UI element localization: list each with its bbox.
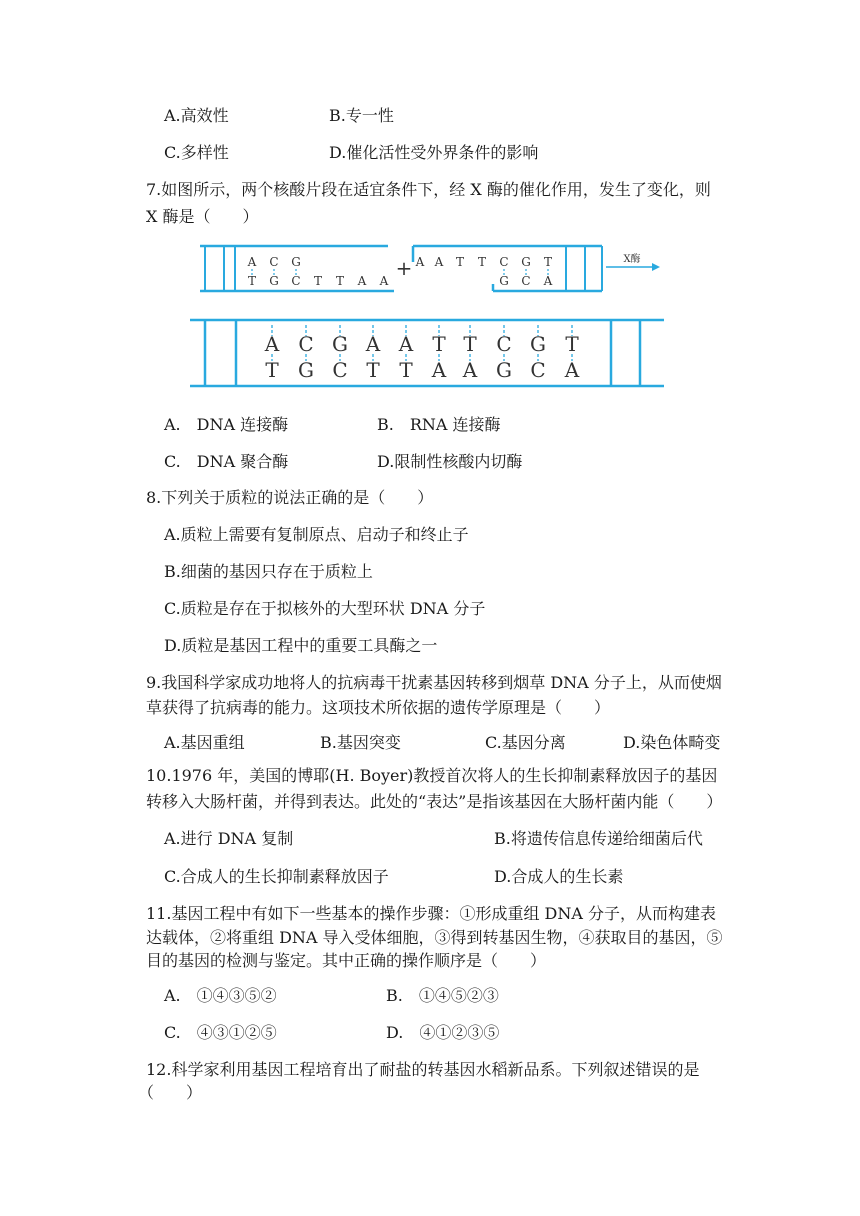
fragment2-top-base: G xyxy=(521,255,531,269)
fragment2-top-base: A xyxy=(415,255,425,269)
q8-option-d: D.质粒是基因工程中的重要工具酶之一 xyxy=(164,636,438,655)
q11-option-d: D. ④①②③⑤ xyxy=(386,1023,500,1042)
dna-ligation-figure xyxy=(0,0,860,420)
product-top-base: A xyxy=(264,332,280,356)
product-bottom-base: G xyxy=(496,358,512,382)
q8-option-b: B.细菌的基因只存在于质粒上 xyxy=(164,562,373,581)
product-bottom-base: T xyxy=(265,358,279,382)
plus-sign: + xyxy=(395,256,413,280)
q7-stem-line1: 7.如图所示，两个核酸片段在适宜条件下，经 X 酶的催化作用，发生了变化，则 xyxy=(146,180,711,199)
product-top-base: A xyxy=(398,332,414,356)
q6-option-a: A.高效性 xyxy=(164,106,229,125)
product-bottom-base: T xyxy=(366,358,380,382)
fragment1-bottom-base: A xyxy=(357,274,367,288)
fragment2-top-base: T xyxy=(543,255,553,269)
q7-option-b: B. RNA 连接酶 xyxy=(377,415,501,434)
q11-stem-line1: 11.基因工程中有如下一些基本的操作步骤：①形成重组 DNA 分子，从而构建表 xyxy=(146,904,717,923)
product-top-base: G xyxy=(332,332,348,356)
q10-stem-line1: 10.1976 年，美国的博耶(H. Boyer)教授首次将人的生长抑制素释放因子的基因 xyxy=(146,766,718,785)
q11-stem-line3: 目的基因的检测与鉴定。其中正确的操作顺序是（ ） xyxy=(146,951,547,970)
fragment1-bottom-base: C xyxy=(291,274,301,288)
product-bottom-base: C xyxy=(530,358,546,382)
product-top-base: T xyxy=(565,332,579,356)
product-bottom-base: A xyxy=(564,358,580,382)
fragment2-bottom-base: G xyxy=(499,274,509,288)
q9-option-a: A.基因重组 xyxy=(164,733,245,752)
q12-stem-line1: 12.科学家利用基因工程培育出了耐盐的转基因水稻新品系。下列叙述错误的是 xyxy=(146,1060,700,1079)
product-bottom-base: T xyxy=(399,358,413,382)
q11-option-b: B. ①④⑤②③ xyxy=(386,986,499,1005)
q8-stem: 8.下列关于质粒的说法正确的是（ ） xyxy=(146,488,434,507)
fragment1-bottom-base: A xyxy=(379,274,389,288)
q11-option-c: C. ④③①②⑤ xyxy=(164,1023,277,1042)
fragment2-top-base: T xyxy=(477,255,487,269)
product-bottom-base: A xyxy=(462,358,478,382)
fragment2-top-base: C xyxy=(499,255,509,269)
q9-option-b: B.基因突变 xyxy=(320,733,401,752)
product-top-base: C xyxy=(298,332,314,356)
q7-option-c: C. DNA 聚合酶 xyxy=(164,452,289,471)
q11-option-a: A. ①④③⑤② xyxy=(164,986,277,1005)
x-enzyme-label: X酶 xyxy=(623,254,641,265)
fragment2-top-base: T xyxy=(455,255,465,269)
fragment1-top-base: G xyxy=(291,255,301,269)
q10-stem-line2: 转移入大肠杆菌，并得到表达。此处的“表达”是指该基因在大肠杆菌内能（ ） xyxy=(146,792,723,811)
q6-option-b: B.专一性 xyxy=(329,106,394,125)
q6-option-d: D.催化活性受外界条件的影响 xyxy=(329,143,539,162)
q7-option-d: D.限制性核酸内切酶 xyxy=(377,452,523,471)
product-top-base: G xyxy=(530,332,546,356)
fragment1-bottom-base: T xyxy=(335,274,345,288)
fragment1-bottom-base: T xyxy=(313,274,323,288)
product-top-base: C xyxy=(496,332,512,356)
q6-option-c: C.多样性 xyxy=(164,143,229,162)
product-top-base: T xyxy=(432,332,446,356)
product-top-base: T xyxy=(463,332,477,356)
product-bottom-base: A xyxy=(431,358,447,382)
q9-option-c: C.基因分离 xyxy=(485,733,566,752)
fragment1-top-base: A xyxy=(247,255,257,269)
q10-option-b: B.将遗传信息传递给细菌后代 xyxy=(494,829,703,848)
fragment2-bottom-base: A xyxy=(543,274,553,288)
product-bottom-base: G xyxy=(298,358,314,382)
q10-option-d: D.合成人的生长素 xyxy=(494,867,624,886)
q12-stem-line2: （ ） xyxy=(138,1083,203,1102)
q8-option-a: A.质粒上需要有复制原点、启动子和终止子 xyxy=(164,525,469,544)
q10-option-c: C.合成人的生长抑制素释放因子 xyxy=(164,867,389,886)
q8-option-c: C.质粒是存在于拟核外的大型环状 DNA 分子 xyxy=(164,599,486,618)
fragment1-top-base: C xyxy=(269,255,279,269)
product-bottom-base: C xyxy=(332,358,348,382)
q9-option-d: D.染色体畸变 xyxy=(623,733,721,752)
q10-option-a: A.进行 DNA 复制 xyxy=(164,829,294,848)
product-top-base: A xyxy=(365,332,381,356)
fragment2-top-base: A xyxy=(434,255,444,269)
q7-option-a: A. DNA 连接酶 xyxy=(164,415,289,434)
fragment1-bottom-base: G xyxy=(269,274,279,288)
q11-stem-line2: 达载体，②将重组 DNA 导入受体细胞，③得到转基因生物，④获取目的基因，⑤ xyxy=(146,928,723,947)
fragment1-bottom-base: T xyxy=(247,274,257,288)
arrow-head-icon xyxy=(652,263,660,271)
q9-stem-line1: 9.我国科学家成功地将人的抗病毒干扰素基因转移到烟草 DNA 分子上，从而使烟 xyxy=(146,673,722,692)
q7-stem-line2: X 酶是（ ） xyxy=(146,207,259,226)
fragment2-bottom-base: C xyxy=(521,274,531,288)
q9-stem-line2: 草获得了抗病毒的能力。这项技术所依据的遗传学原理是（ ） xyxy=(146,698,611,717)
